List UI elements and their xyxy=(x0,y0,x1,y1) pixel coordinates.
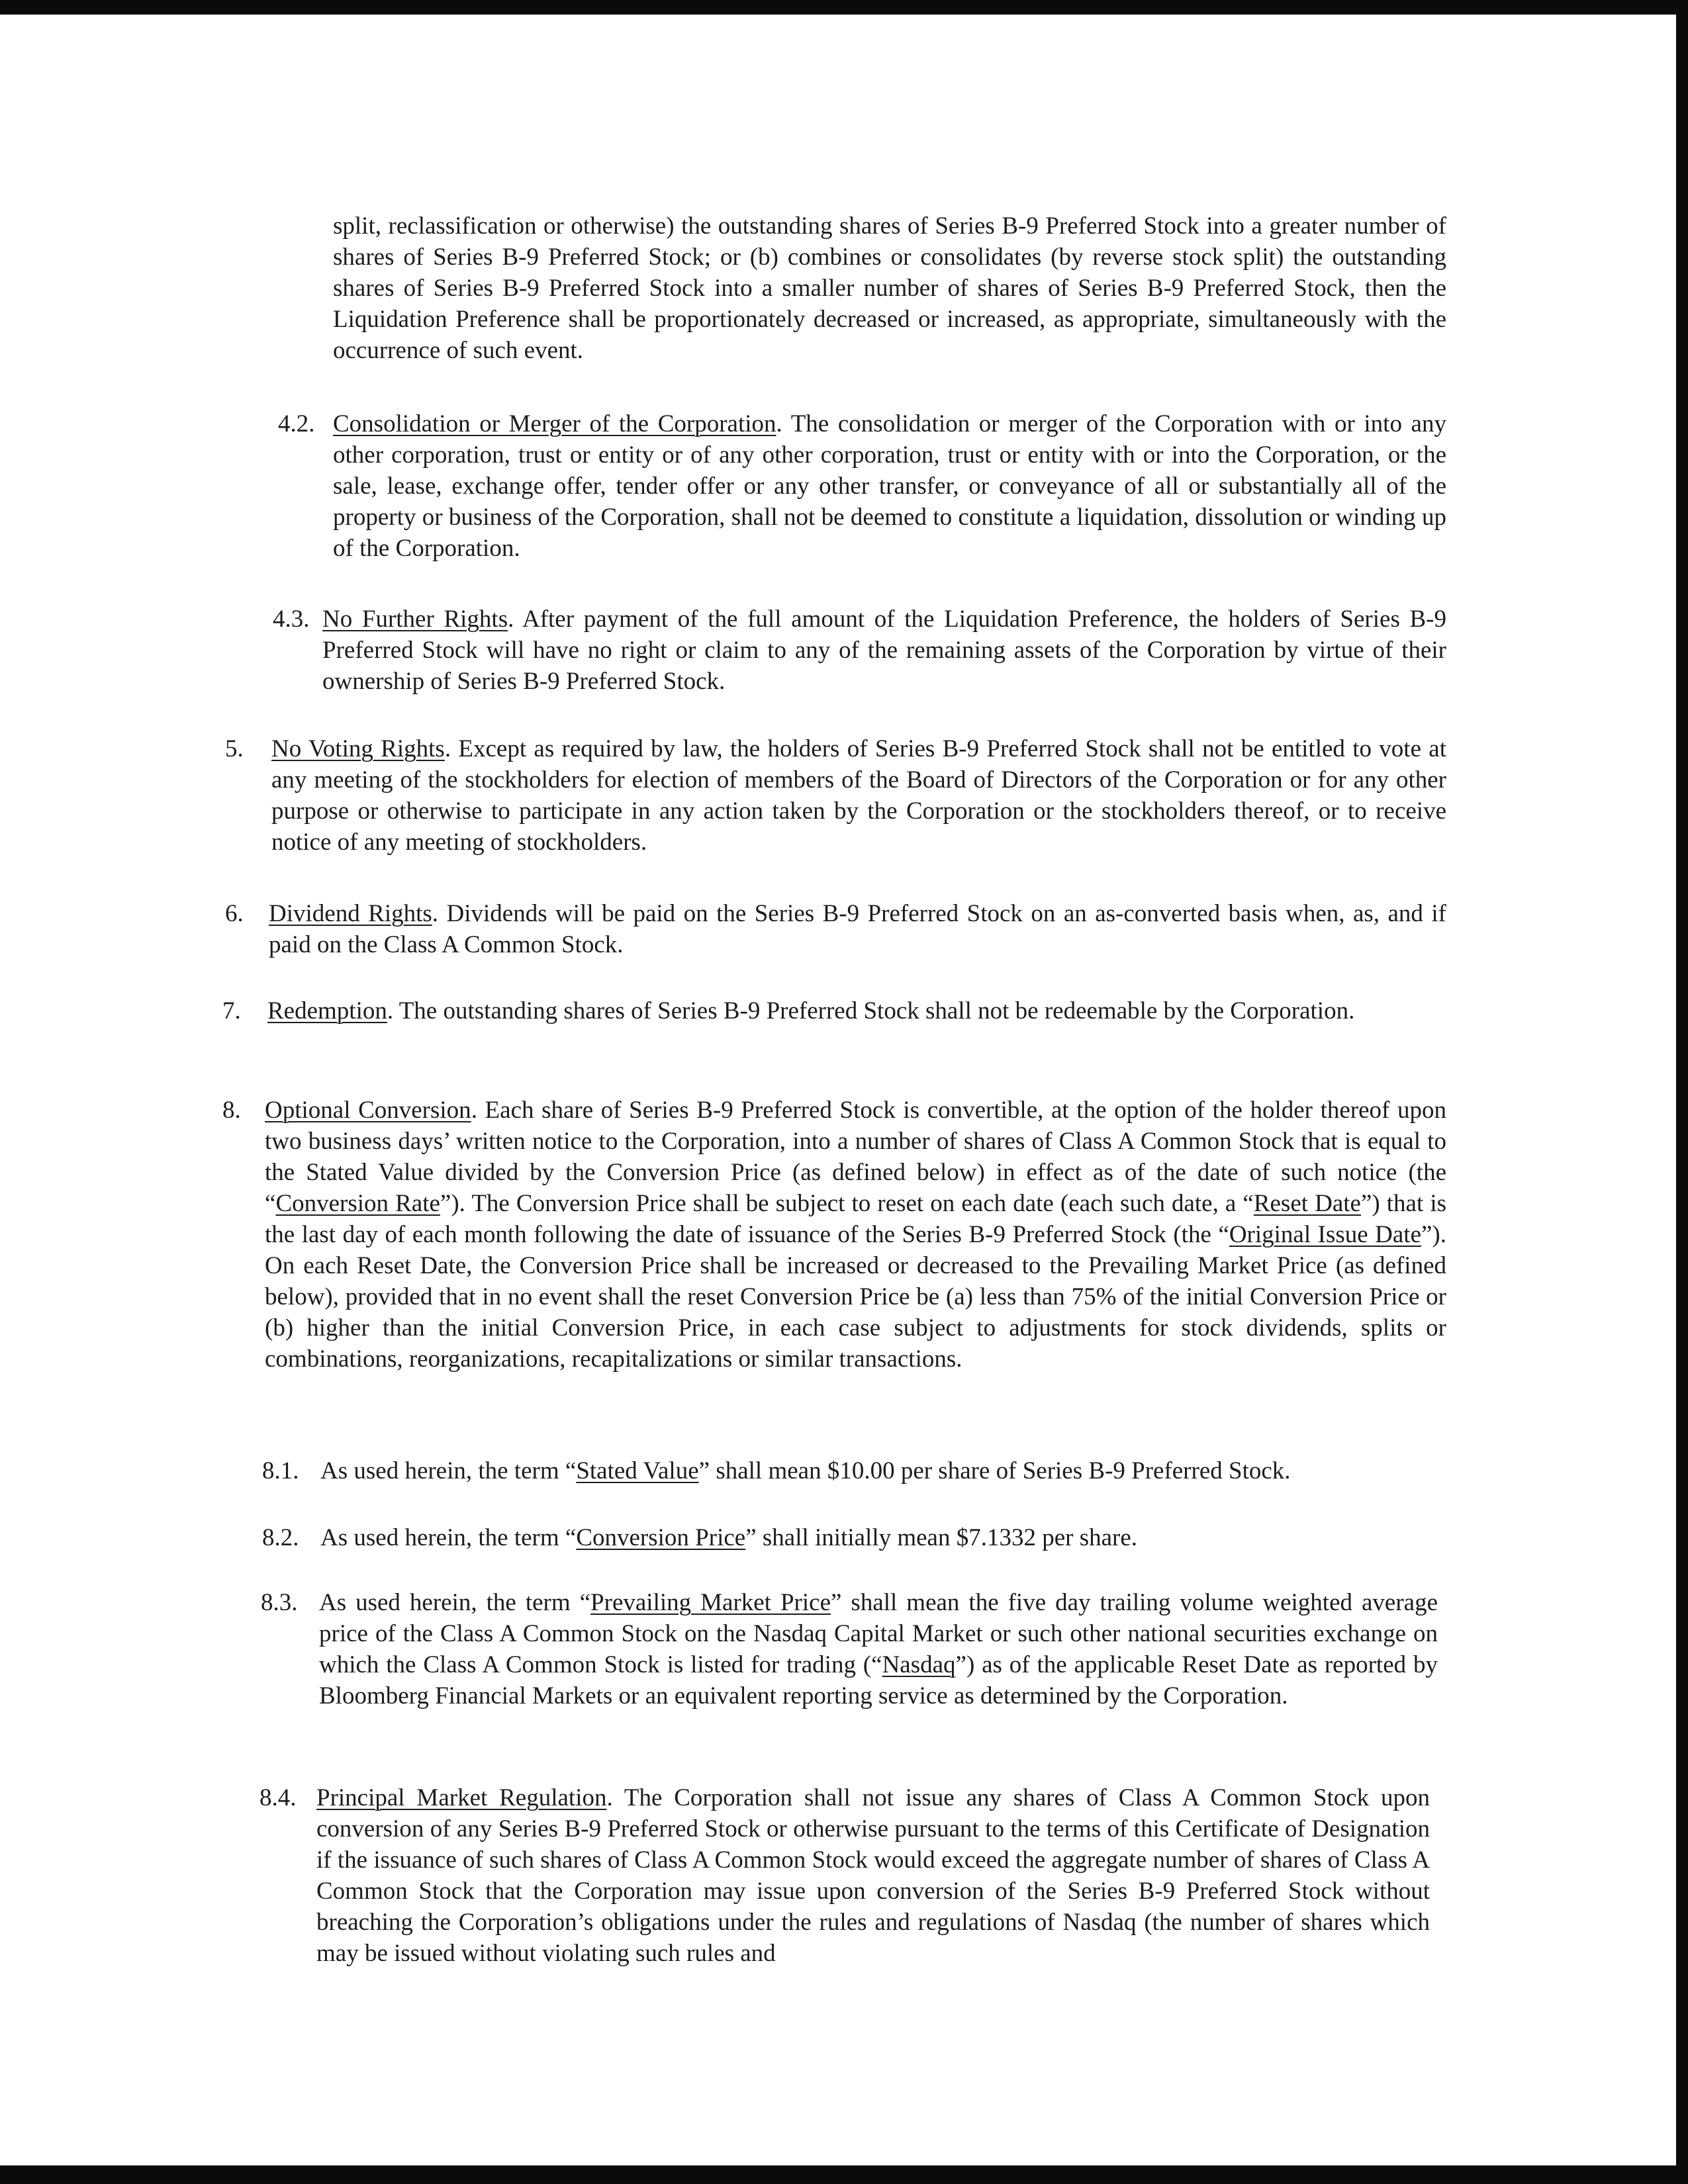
section-5-text: . Except as required by law, the holders of Series B-9 Preferred Stock shall not be entitled to vote at any meeting of the stockholders for election of members of the Board of Directors of the Corporation or for any other purpose or otherwise to participate in any action taken by the Corporation or the stockholders thereof, or to receive notice of any meeting of stockholders. xyxy=(271,735,1447,856)
section-8-4-paragraph xyxy=(316,1782,1430,1969)
section-5-heading: No Voting Rights xyxy=(271,735,445,762)
scan-border-bottom xyxy=(0,2165,1688,2184)
section-8-3-text-3: ”) as of the applicable Reset Date as reported by Bloomberg Financial Markets or an equivalent reporting service as determined by the Corporation. xyxy=(319,1651,1438,1709)
section-7-paragraph xyxy=(267,995,1446,1026)
section-8-2-text-2: ” shall initially mean $7.1332 per share. xyxy=(745,1524,1138,1551)
section-8-text-1: . Each share of Series B-9 Preferred Stock is convertible, at the option of the holder thereof upon two business days’ written notice to the Corporation, into a number of shares of Class A Common Stock that is equal to the Stated Value divided by the Conversion Price (as defined below) in effect as of the date of such notice (the “ xyxy=(265,1097,1446,1217)
section-8-2-text-1: As used herein, the term “ xyxy=(320,1524,577,1551)
term-nasdaq: Nasdaq xyxy=(882,1651,956,1678)
term-conversion-rate: Conversion Rate xyxy=(275,1190,440,1217)
term-original-issue-date: Original Issue Date xyxy=(1229,1221,1421,1248)
section-8-1-paragraph xyxy=(320,1455,1446,1486)
section-8-4-text: . The Corporation shall not issue any shares of Class A Common Stock upon conversion of any Series B-9 Preferred Stock or otherwise pursuant to the terms of this Certificate of Designation if the issuance of such shares of Class A Common Stock would exceed the aggregate number of shares of Class A Common Stock that the Corporation may issue upon conversion of the Series B-9 Preferred Stock without breaching the Corporation’s obligations under the rules and regulations of Nasdaq (the number of shares which may be issued without violating such rules and xyxy=(316,1784,1430,1967)
section-4-3-number: 4.3. xyxy=(273,606,310,633)
section-8-1-text-2: ” shall mean $10.00 per share of Series B-9 Preferred Stock. xyxy=(698,1457,1291,1484)
section-7-number: 7. xyxy=(222,997,241,1024)
section-8-3-paragraph xyxy=(319,1587,1438,1711)
intro-continuation-text: split, reclassification or otherwise) the outstanding shares of Series B-9 Preferred Stock into a greater number of shares of Series B-9 Preferred Stock; or (b) combines or consolidates (by reverse stock split) the outstanding shares of Series B-9 Preferred Stock into a smaller number of shares of Series B-9 Preferred Stock, then the Liquidation Preference shall be proportionately decreased or increased, as appropriate, simultaneously with the occurrence of such event. xyxy=(333,212,1446,364)
section-8-2-paragraph xyxy=(320,1522,1446,1553)
section-8-text-2: ”). The Conversion Price shall be subject to reset on each date (each such date, a “ xyxy=(440,1190,1254,1217)
section-8-heading: Optional Conversion xyxy=(265,1097,471,1124)
section-6-text: . Dividends will be paid on the Series B-9 Preferred Stock on an as-converted basis when, as, and if paid on the Class A Common Stock. xyxy=(269,900,1446,958)
section-8-2-number: 8.2. xyxy=(262,1524,299,1551)
intro-continuation-paragraph xyxy=(333,210,1446,366)
term-conversion-price: Conversion Price xyxy=(576,1524,746,1551)
section-8-1-text-1: As used herein, the term “ xyxy=(320,1457,577,1484)
section-8-number: 8. xyxy=(222,1097,241,1124)
section-8-text-3: ”) that is the last day of each month following the date of issuance of the Series B-9 Preferred Stock (the “ xyxy=(265,1190,1447,1248)
section-6-paragraph xyxy=(269,898,1446,960)
section-4-3-heading: No Further Rights xyxy=(322,606,508,633)
section-4-2-heading: Consolidation or Merger of the Corporation xyxy=(333,410,776,437)
term-prevailing-market-price: Prevailing Market Price xyxy=(590,1589,831,1616)
section-8-paragraph xyxy=(265,1095,1446,1375)
section-8-4-number: 8.4. xyxy=(259,1784,297,1811)
section-8-4-heading: Principal Market Regulation xyxy=(316,1784,607,1811)
section-4-3-paragraph xyxy=(322,604,1446,697)
section-4-2-number: 4.2. xyxy=(278,410,315,437)
section-4-2-paragraph xyxy=(333,408,1446,564)
term-stated-value: Stated Value xyxy=(576,1457,699,1484)
scan-border-right xyxy=(1676,0,1688,2184)
section-4-3-text: . After payment of the full amount of the Liquidation Preference, the holders of Series B-9 Preferred Stock will have no right or claim to any of the remaining assets of the Corporation by virtue of their ownership of Series B-9 Preferred Stock. xyxy=(322,606,1446,695)
section-8-text-4: ”). On each Reset Date, the Conversion Price shall be increased or decreased to the Prevailing Market Price (as defined below), provided that in no event shall the reset Conversion Price be (a) less than 75% of the initial Conversion Price or (b) higher than the initial Conversion Price, in each case subject to adjustments for stock dividends, splits or combinations, reorganizations, recapitalizations or similar transactions. xyxy=(265,1221,1446,1373)
section-7-heading: Redemption xyxy=(267,997,387,1024)
section-4-2-text: . The consolidation or merger of the Corporation with or into any other corporation, trust or entity or of any other corporation, trust or entity with or into the Corporation, or the sale, lease, exchange offer, tender offer or any other transfer, or conveyance of all or substantially all of the property or business of the Corporation, shall not be deemed to constitute a liquidation, dissolution or winding up of the Corporation. xyxy=(333,410,1446,562)
section-8-3-text-1: As used herein, the term “ xyxy=(319,1589,591,1616)
section-8-3-number: 8.3. xyxy=(261,1589,298,1616)
section-6-number: 6. xyxy=(225,900,244,927)
section-8-1-number: 8.1. xyxy=(262,1457,299,1484)
term-reset-date: Reset Date xyxy=(1253,1190,1361,1217)
section-5-number: 5. xyxy=(225,735,244,762)
section-6-heading: Dividend Rights xyxy=(269,900,432,927)
section-7-text: . The outstanding shares of Series B-9 Preferred Stock shall not be redeemable by the Corporation. xyxy=(387,997,1355,1024)
section-5-paragraph xyxy=(271,733,1446,858)
section-8-3-text-2: ” shall mean the five day trailing volume weighted average price of the Class A Common Stock on the Nasdaq Capital Market or such other national securities exchange on which the Class A Common Stock is listed for trading (“ xyxy=(319,1589,1438,1678)
